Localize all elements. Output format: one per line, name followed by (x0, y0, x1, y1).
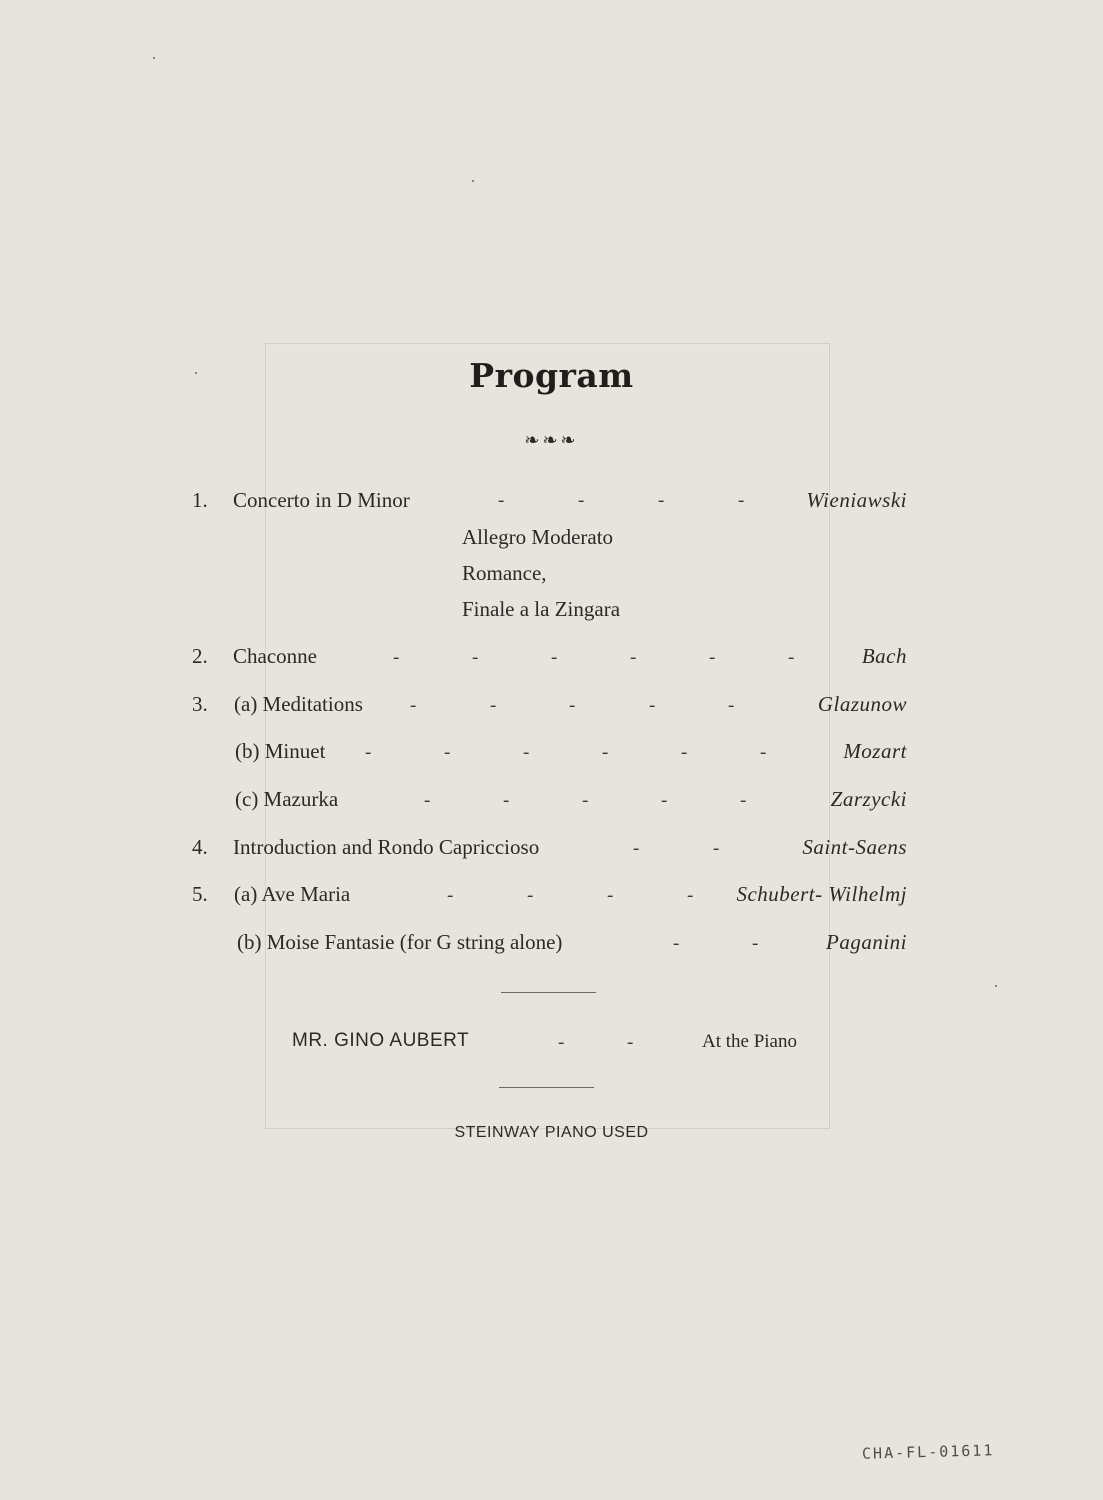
dash-leader: - (503, 790, 510, 811)
item-number: 1. (192, 488, 208, 512)
embossed-panel (265, 343, 830, 1129)
paper-speck (195, 372, 197, 374)
item-number: 5. (192, 882, 208, 906)
paper-speck (153, 57, 155, 59)
item-title: (c) Mazurka (235, 787, 339, 811)
item-title: Concerto in D Minor (233, 488, 410, 512)
dash-leader: - (630, 647, 637, 668)
dash-leader: - (498, 490, 505, 511)
catalog-number: CHA-FL-01611 (861, 1441, 995, 1463)
dash-leader: - (649, 695, 656, 716)
movement: Romance, (462, 561, 547, 585)
accompanist-role: At the Piano (702, 1031, 797, 1052)
dash-leader: - (447, 885, 454, 906)
composer-name: Mozart (843, 739, 907, 763)
dash-leader: - (578, 490, 585, 511)
dash-leader: - (582, 790, 589, 811)
movement: Allegro Moderato (462, 525, 614, 549)
divider (501, 992, 596, 993)
divider (499, 1087, 594, 1088)
ornament-icon: ❧❧❧ (524, 430, 579, 450)
dash-leader: - (760, 742, 767, 763)
dash-leader: - (410, 695, 417, 716)
dash-leader: - (444, 742, 451, 763)
item-title: Chaconne (233, 644, 317, 668)
movement: Finale a la Zingara (462, 597, 621, 621)
dash-leader: - (365, 742, 372, 763)
dash-leader: - (527, 885, 534, 906)
dash-leader: - (569, 695, 576, 716)
dash-leader: - (661, 790, 668, 811)
item-title: (b) Moise Fantasie (for G string alone) (237, 930, 563, 954)
dash-leader: - (713, 838, 720, 859)
dash-leader: - (673, 933, 680, 954)
dash-leader: - (740, 790, 747, 811)
composer-name: Bach (861, 644, 907, 668)
dash-leader: - (393, 647, 400, 668)
dash-leader: - (687, 885, 694, 906)
item-title: (a) Ave Maria (234, 882, 351, 906)
composer-name: Paganini (826, 930, 907, 954)
composer-name: Glazunow (817, 692, 907, 716)
item-number: 3. (192, 692, 208, 716)
item-title: (b) Minuet (235, 739, 326, 763)
dash-leader: - (738, 490, 745, 511)
dash-leader: - (788, 647, 795, 668)
dash-leader: - (728, 695, 735, 716)
dash-leader: - (558, 1032, 565, 1053)
composer-name: Saint-Saens (802, 835, 907, 859)
program-title: Program (469, 356, 634, 395)
item-number: 2. (192, 644, 208, 668)
item-title: Introduction and Rondo Capriccioso (233, 835, 540, 859)
composer-name: Zarzycki (830, 787, 907, 811)
piano-note: STEINWAY PIANO USED (454, 1124, 649, 1141)
dash-leader: - (602, 742, 609, 763)
dash-leader: - (607, 885, 614, 906)
dash-leader: - (681, 742, 688, 763)
paper-speck (472, 180, 474, 182)
dash-leader: - (627, 1032, 634, 1053)
dash-leader: - (424, 790, 431, 811)
composer-name: Schubert- Wilhelmj (736, 882, 907, 906)
composer-name: Wieniawski (806, 488, 907, 512)
dash-leader: - (523, 742, 530, 763)
dash-leader: - (551, 647, 558, 668)
dash-leader: - (472, 647, 479, 668)
item-title: (a) Meditations (234, 692, 363, 716)
dash-leader: - (752, 933, 759, 954)
dash-leader: - (633, 838, 640, 859)
item-number: 4. (192, 835, 208, 859)
paper-speck (995, 985, 997, 987)
dash-leader: - (709, 647, 716, 668)
accompanist-name: MR. GINO AUBERT (292, 1030, 470, 1051)
dash-leader: - (490, 695, 497, 716)
dash-leader: - (658, 490, 665, 511)
